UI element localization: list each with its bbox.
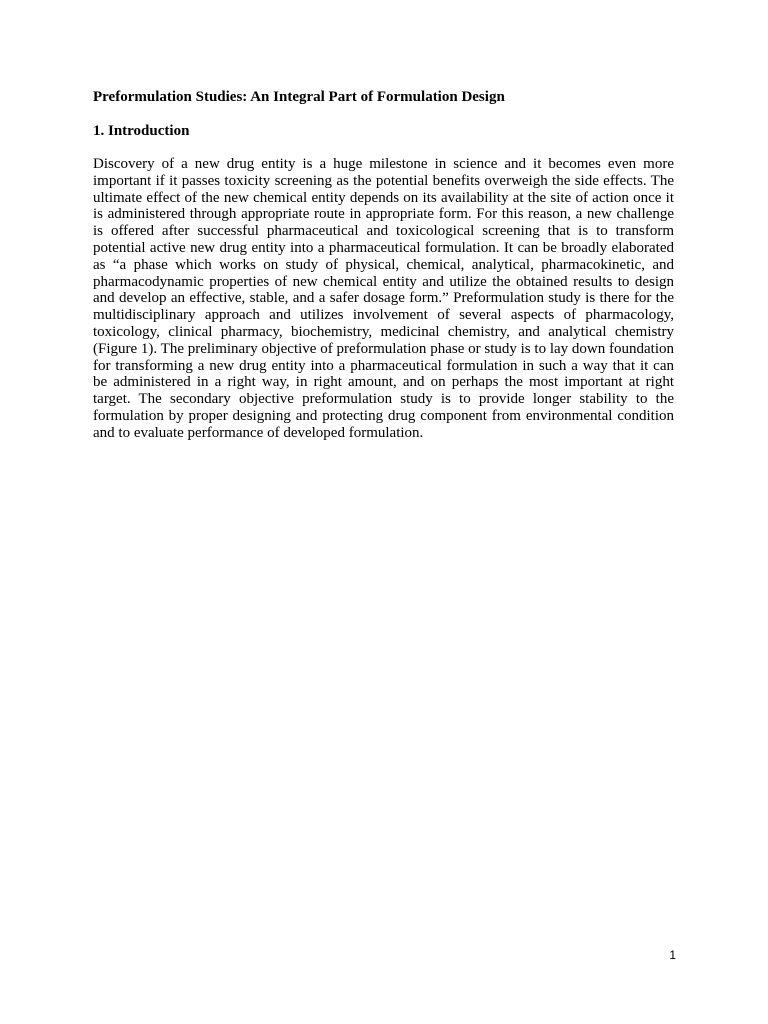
- section-heading-introduction: 1. Introduction: [93, 123, 190, 139]
- page-number: 1: [669, 948, 676, 962]
- introduction-paragraph: Discovery of a new drug entity is a huge milestone in science and it becomes even more important if it passes toxicity screening as the potential benefits overweigh the side effects. The ultimate effect of the new chemical entity depends on its availability at the site of action once it is administered through appropriate route in appropriate form. For this reason, a new challenge is offered after successful pharmaceutical and toxicological screening that is to transform potential active new drug entity into a pharmaceutical formulation. It can be broadly elaborated as “a phase which works on study of physical, chemical, analytical, pharmacokinetic, and pharmacodynamic properties of new chemical entity and utilize the obtained results to design and develop an effective, stable, and a safer dosage form.” Preformulation study is there for the multidisciplinary approach and utilizes involvement of several aspects of pharmacology, toxicology, clinical pharmacy, biochemistry, medicinal chemistry, and analytical chemistry (Figure 1). The preliminary objective of preformulation phase or study is to lay down foundation for transforming a new drug entity into a pharmaceutical formulation in such a way that it can be administered in a right way, in right amount, and on perhaps the most important at right target. The secondary objective preformulation study is to provide longer stability to the formulation by proper designing and protecting drug component from environmental condition and to evaluate performance of developed formulation.: [93, 156, 674, 441]
- page-content: [93, 88, 674, 442]
- document-title: Preformulation Studies: An Integral Part of Formulation Design: [93, 89, 505, 105]
